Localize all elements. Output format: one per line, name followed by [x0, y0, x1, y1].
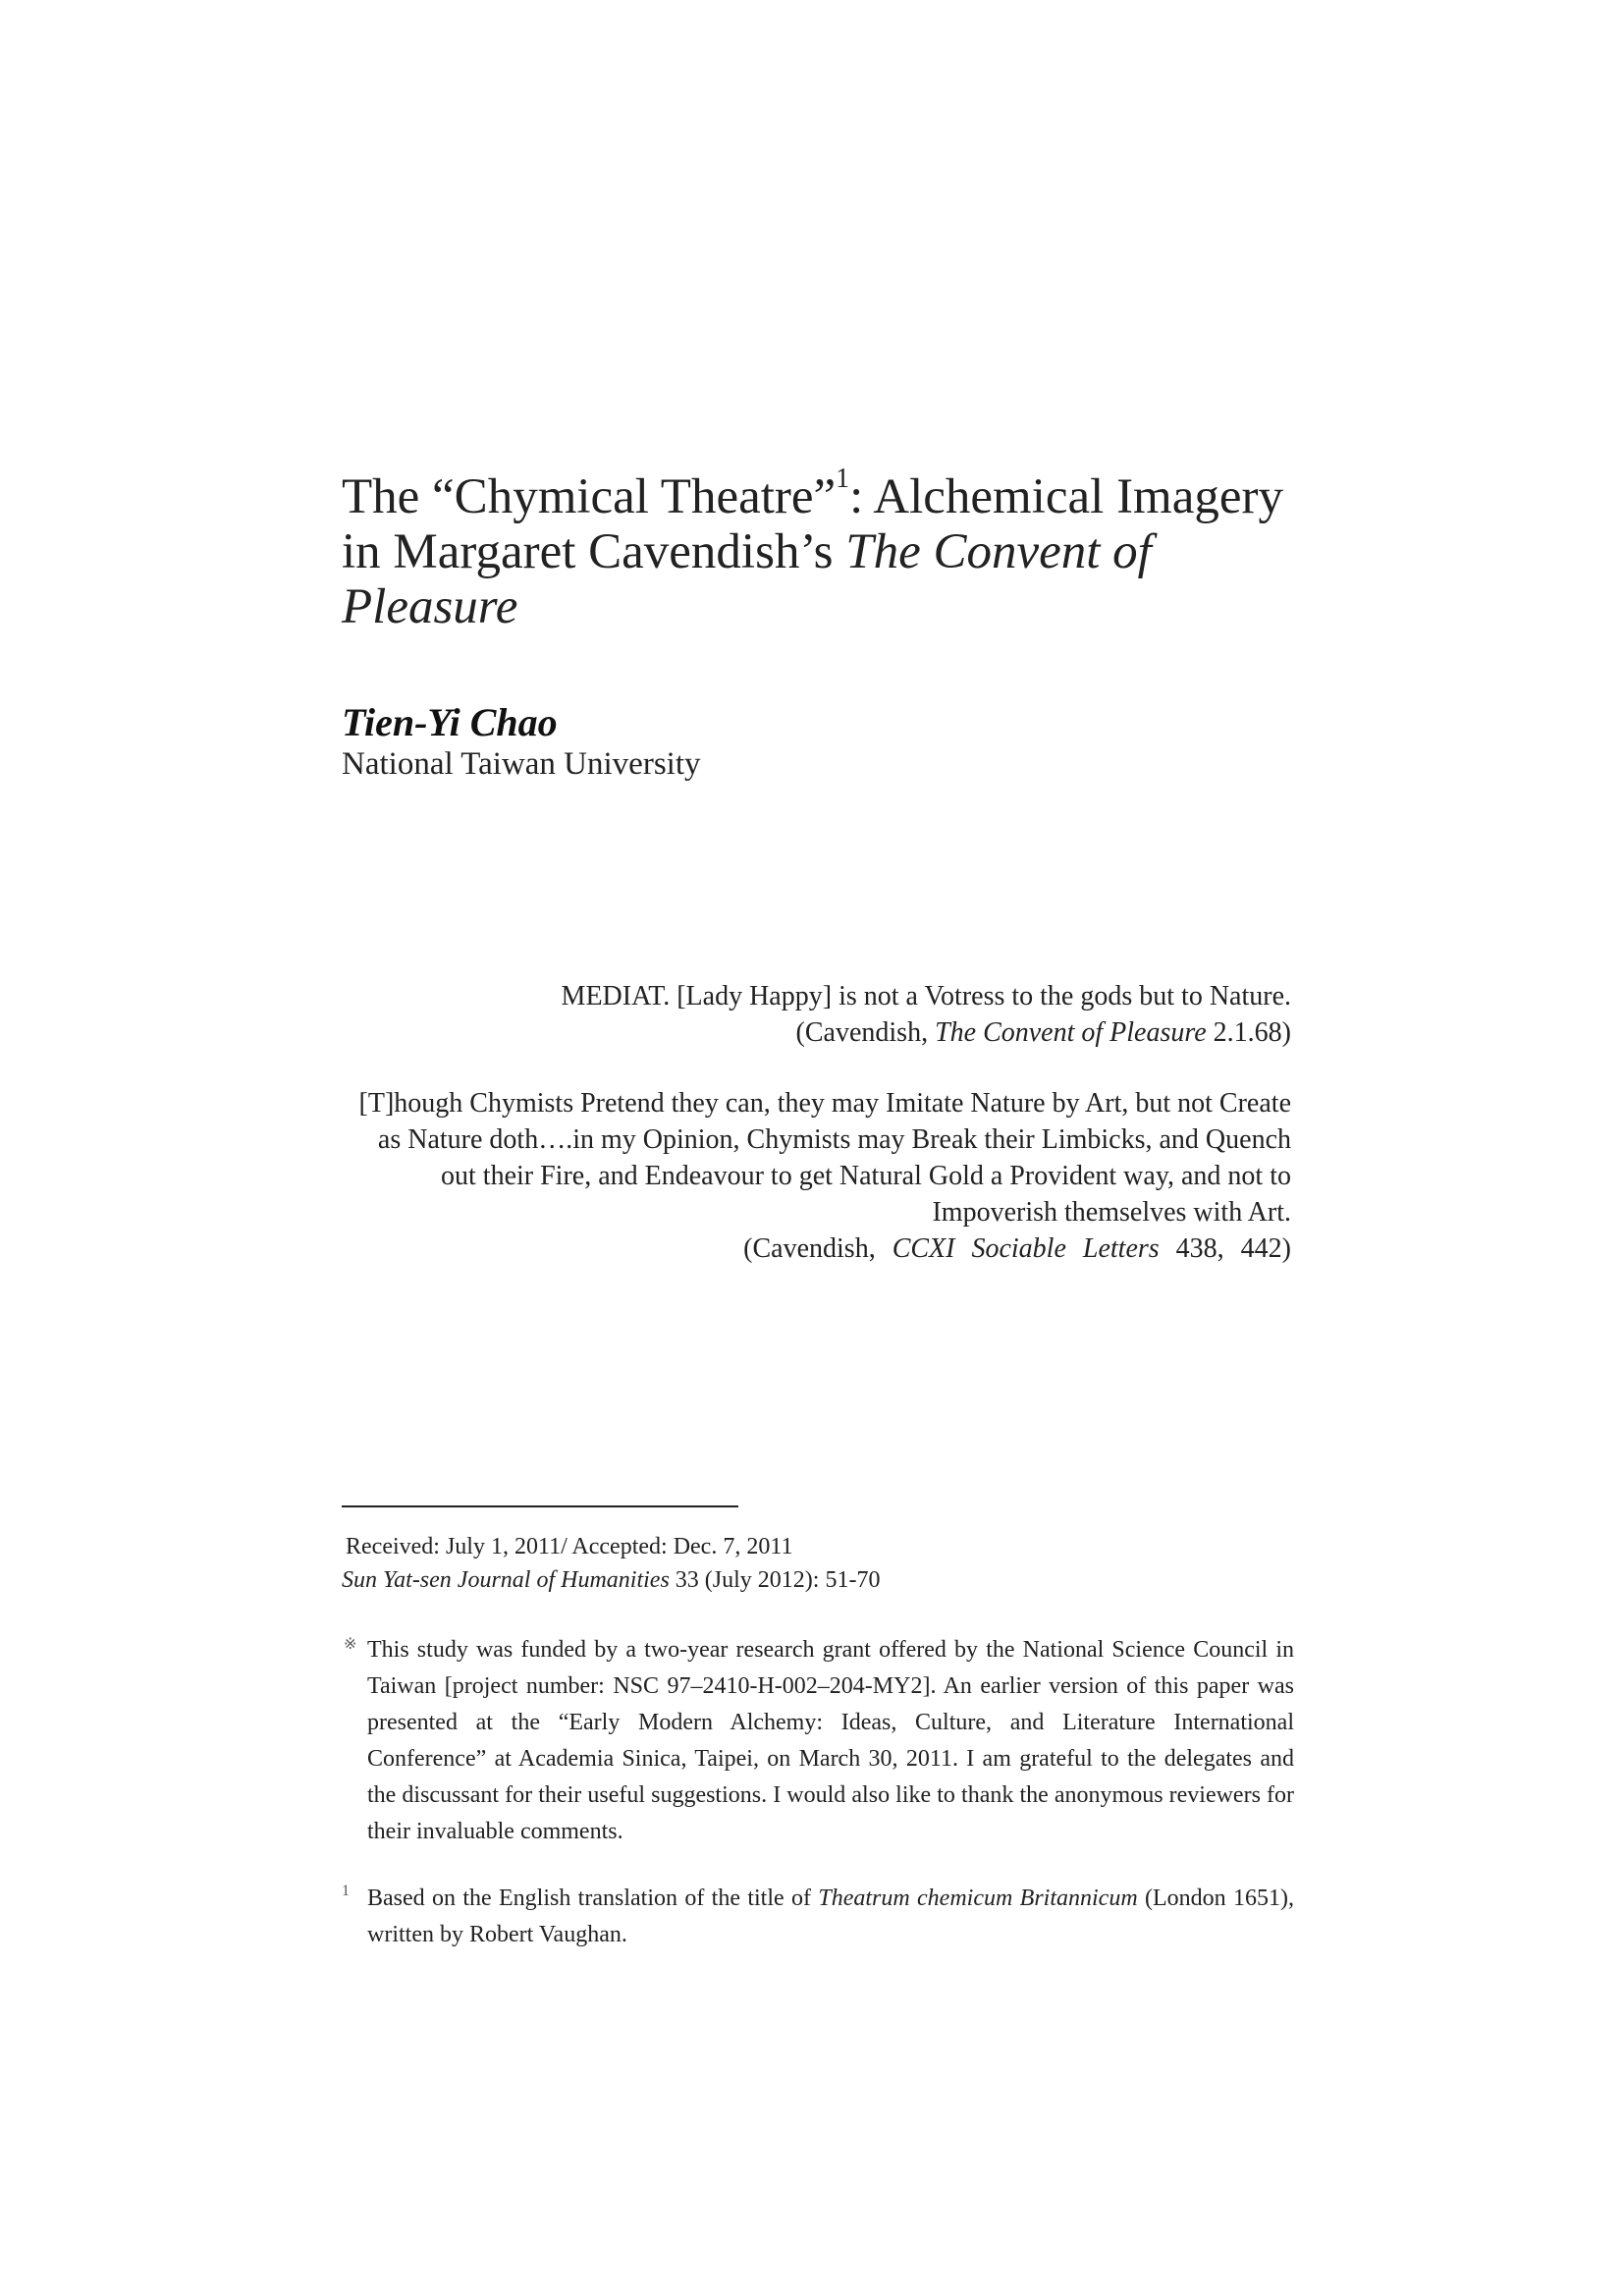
footnote-1-prefix: Based on the English translation of the title of: [367, 1886, 819, 1911]
author-name: Tien-Yi Chao: [342, 700, 558, 744]
epigraph-line: as Nature doth….in my Opinion, Chymists may Break their Limbicks, and Quench: [377, 1124, 1291, 1155]
citation-work: CCXI Sociable Letters: [892, 1233, 1160, 1264]
epigraph-1: [309, 978, 1291, 1051]
citation-prefix: (Cavendish,: [743, 1233, 893, 1264]
footnote-funding-text: This study was funded by a two-year research grant offered by the National Science Council in Taiwan [project number: NSC 97–2410-H-002–204-MY2]. An earlier version of this paper was presented at the “Early Modern Alchemy: Ideas, Culture, and Literature International Conference” at Academia Sinica, Taipei, on March 30, 2011. I am grateful to the delegates and the discussant for their useful suggestions. I would also like to thank the anonymous reviewers for their invaluable comments.: [367, 1637, 1294, 1844]
footnote-rule: [342, 1505, 738, 1507]
journal-citation: [342, 1564, 880, 1596]
citation-prefix: (Cavendish,: [795, 1017, 936, 1048]
title-work-italic: The Convent of: [845, 524, 1152, 579]
epigraph-line: out their Fire, and Endeavour to get Natural Gold a Provident way, and not to: [441, 1161, 1291, 1191]
title-line-1: [342, 464, 1324, 524]
epigraph-citation: [309, 1230, 1291, 1267]
title-text-cavendish: in Margaret Cavendish’s: [342, 524, 846, 579]
epigraph-2: [309, 1085, 1291, 1267]
journal-details: 33 (July 2012): 51-70: [669, 1567, 881, 1593]
footnote-1-text: [367, 1881, 1294, 1953]
title-work-italic-end: Pleasure: [342, 579, 518, 634]
received-date: Received: July 1, 2011/ Accepted: Dec. 7, 2011: [346, 1534, 793, 1559]
title-line-2: [342, 524, 1324, 579]
footnote-1-suffix: (London 1651), written by Robert Vaughan.: [367, 1886, 1294, 1947]
citation-suffix: 2.1.68): [1206, 1017, 1291, 1048]
title-text-start: The “Chymical Theatre”: [342, 469, 837, 524]
journal-title: Sun Yat-sen Journal of Humanities: [342, 1567, 670, 1593]
title-text-end: : Alchemical Imagery: [849, 469, 1283, 524]
citation-work: The Convent of Pleasure: [935, 1017, 1207, 1048]
footnote-funding: [342, 1632, 1294, 1850]
author-affiliation: National Taiwan University: [342, 746, 701, 782]
footnote-1-work: Theatrum chemicum Britannicum: [818, 1886, 1138, 1911]
footnote-star-mark: ※: [344, 1636, 357, 1653]
title-line-3: [342, 579, 1324, 634]
citation-suffix: 438, 442): [1159, 1233, 1291, 1264]
paper-title: [342, 464, 1324, 634]
epigraph-citation: [309, 1014, 1291, 1051]
footnote-1: [342, 1881, 1294, 1953]
epigraph-line: Impoverish themselves with Art.: [932, 1197, 1291, 1228]
title-footnote-ref: 1: [836, 464, 850, 494]
footnote-1-mark: 1: [342, 1883, 350, 1899]
epigraph-line: MEDIAT. [Lady Happy] is not a Votress to the gods but to Nature.: [561, 981, 1291, 1011]
epigraph-line: [T]hough Chymists Pretend they can, they may Imitate Nature by Art, but not Create: [358, 1088, 1291, 1119]
